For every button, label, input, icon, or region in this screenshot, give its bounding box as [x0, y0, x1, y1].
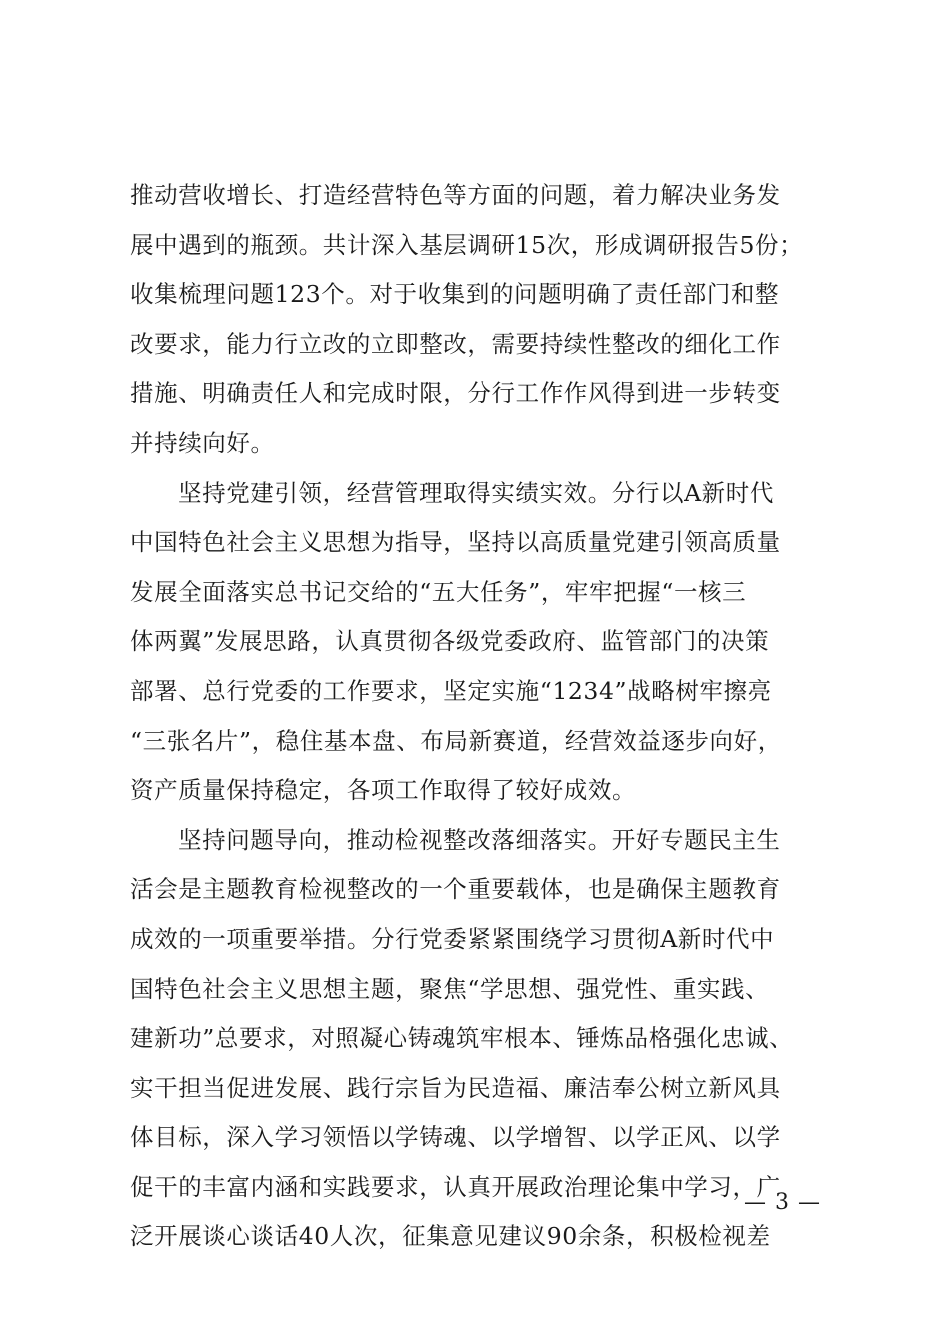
- text-line: 促干的丰富内涵和实践要求，认真开展政治理论集中学习，广: [130, 1172, 781, 1201]
- text-line: “三张名片”，稳住基本盘、布局新赛道，经营效益逐步向好，: [130, 726, 782, 755]
- text-line: 发展全面落实总书记交给的“五大任务”，牢牢把握“一核三: [130, 577, 747, 606]
- paragraph-first-line: 坚持问题导向，推动检视整改落细落实。开好专题民主生: [178, 825, 781, 854]
- text-line: 泛开展谈心谈话40人次，征集意见建议90余条，积极检视差: [130, 1222, 771, 1251]
- text-line: 部署、总行党委的工作要求，坚定实施“1234”战略树牢擦亮: [130, 676, 772, 705]
- paragraph-first-line: 坚持党建引领，经营管理取得实绩实效。分行以A新时代: [178, 478, 774, 507]
- text-line: 中国特色社会主义思想为指导，坚持以高质量党建引领高质量: [130, 528, 781, 557]
- text-line: 收集梳理问题123个。对于收集到的问题明确了责任部门和整: [130, 280, 780, 309]
- body-text: [130, 171, 830, 1262]
- text-line: 国特色社会主义思想主题，聚焦“学思想、强党性、重实践、: [130, 974, 770, 1003]
- text-line: 改要求，能力行立改的立即整改，需要持续性整改的细化工作: [130, 329, 781, 358]
- text-line: 实干担当促进发展、践行宗旨为民造福、廉洁奉公树立新风具: [130, 1073, 781, 1102]
- text-line: 建新功”总要求，对照凝心铸魂筑牢根本、锤炼品格强化忠诚、: [130, 1024, 794, 1053]
- text-line: 并持续向好。: [130, 428, 275, 457]
- text-line: 展中遇到的瓶颈。共计深入基层调研15次，形成调研报告5份；: [130, 230, 804, 259]
- text-line: 成效的一项重要举措。分行党委紧紧围绕学习贯彻A新时代中: [130, 924, 775, 953]
- page-number: — 3 —: [744, 1190, 821, 1215]
- text-line: 推动营收增长、打造经营特色等方面的问题，着力解决业务发: [130, 181, 781, 209]
- text-line: 措施、明确责任人和完成时限，分行工作作风得到进一步转变: [130, 379, 781, 408]
- text-line: 活会是主题教育检视整改的一个重要载体，也是确保主题教育: [130, 875, 781, 904]
- text-line: 资产质量保持稳定，各项工作取得了较好成效。: [130, 776, 637, 805]
- text-line: 体目标，深入学习领悟以学铸魂、以学增智、以学正风、以学: [130, 1123, 781, 1152]
- text-line: 体两翼”发展思路，认真贯彻各级党委政府、监管部门的决策: [130, 627, 770, 656]
